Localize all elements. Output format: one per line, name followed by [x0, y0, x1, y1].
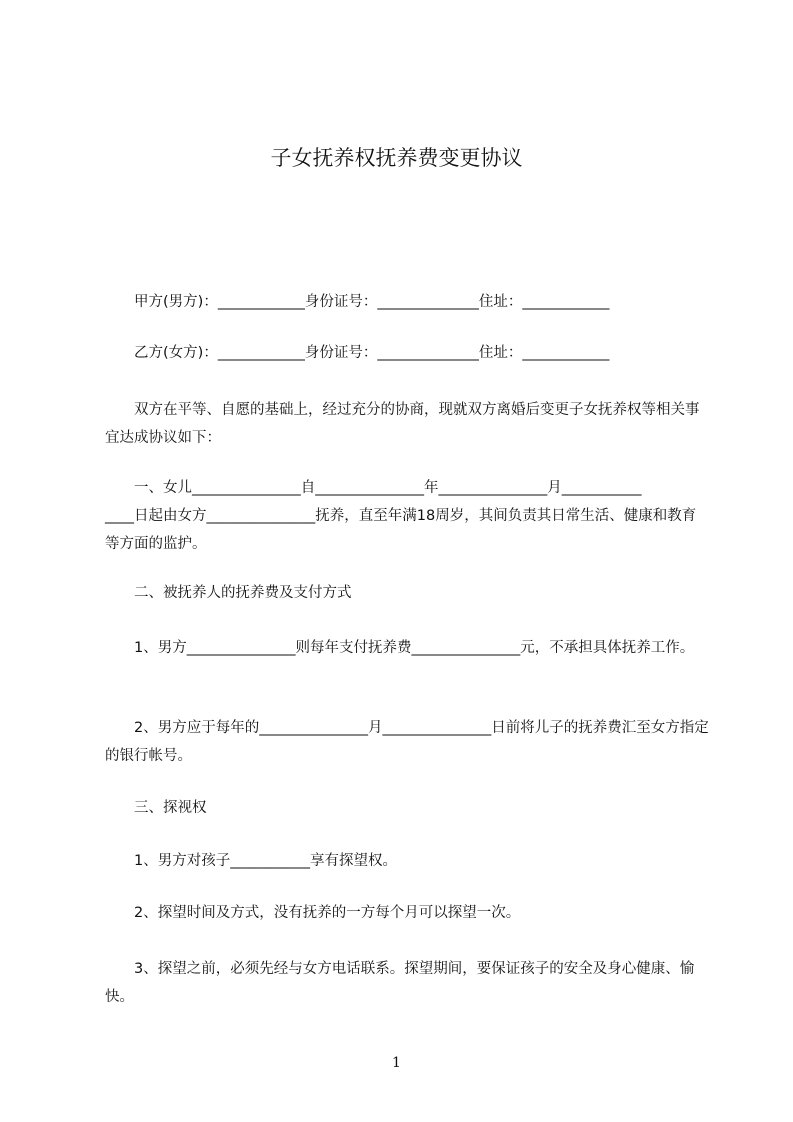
intro-paragraph: 双方在平等、自愿的基础上，经过充分的协商，现就双方离婚后变更子女抚养权等相关事宜达成协议如下： [105, 402, 700, 446]
document-title: 子女抚养权抚养费变更协议 [270, 146, 523, 170]
clause-2-2: 2、男方应于每年的_______________月_______________日前将儿子的抚养费汇至女方指定的银行帐号。 [105, 720, 709, 764]
clause-3-1: 1、男方对孩子___________享有探望权。 [105, 853, 397, 869]
section-2-heading: 二、被抚养人的抚养费及支付方式 [105, 585, 352, 601]
clause-2-1: 1、男方_______________则每年支付抚养费_______________元，不承担具体抚养工作。 [105, 640, 695, 656]
party-b-line: 乙方(女方)：____________身份证号：______________住址：____________ [105, 345, 610, 361]
clause-3-2: 2、探望时间及方式，没有抚养的一方每个月可以探望一次。 [105, 905, 521, 921]
section-3-heading: 三、探视权 [105, 800, 207, 816]
clause-3-3: 3、探望之前，必须先经与女方电话联系。探望期间，要保证孩子的安全及身心健康、愉快。 [105, 961, 695, 1005]
party-a-line: 甲方(男方)：____________身份证号：______________住址：____________ [105, 294, 610, 310]
clause-1: 一、女儿_______________自_______________年_______________月___________ ____日起由女方_______________抚养，直至年满18周岁，其间负责其日常生活、健康和教育等方面的监护。 [105, 480, 697, 552]
page-number: 1 [392, 1055, 401, 1071]
